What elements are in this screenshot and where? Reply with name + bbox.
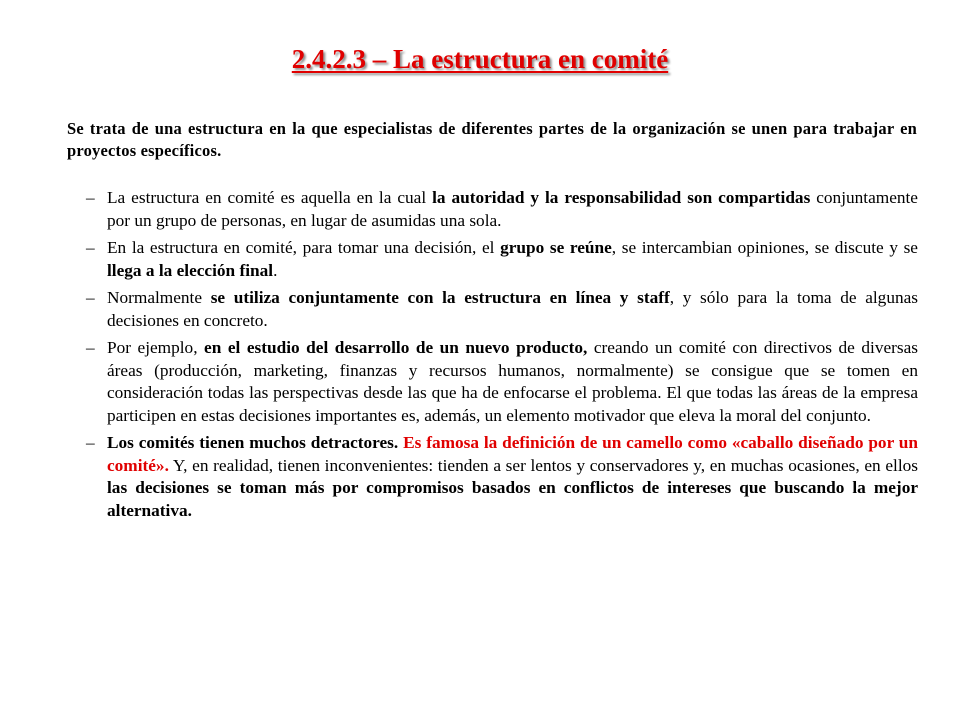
- slide-title: 2.4.2.3 – La estructura en comité: [291, 44, 669, 74]
- bullet-item-1: [86, 187, 918, 232]
- text-run: , y sólo para la toma de algunas decisiones en concreto.: [107, 288, 918, 330]
- text-run: En la estructura en comité, para tomar una decisión, el: [107, 238, 501, 257]
- text-run: Y, en realidad, tienen inconvenientes: tienden a ser lentos y conservadores y, en muchas ocasiones, en ellos: [168, 455, 918, 475]
- bullet-item-4: [86, 337, 918, 427]
- bold-run: Los comités tienen muchos detractores.: [107, 433, 399, 452]
- dash-marker: –: [86, 288, 95, 307]
- text-run: Por ejemplo,: [107, 338, 205, 357]
- intro-paragraph: Se trata de una estructura en la que especialistas de diferentes partes de la organización se unen para trabajar en proyectos específicos.: [67, 119, 917, 160]
- text-run: La estructura en comité es aquella en la cual: [107, 188, 433, 207]
- dash-marker: –: [86, 338, 95, 357]
- bullet-item-5: [86, 432, 918, 522]
- bold-run: la autoridad y la responsabilidad son compartidas: [432, 188, 811, 207]
- dash-marker: –: [86, 188, 95, 207]
- red-bold-run: Es famosa la definición de un camello como «caballo diseñado por un comité».: [107, 433, 919, 475]
- dash-marker: –: [86, 238, 95, 257]
- bullet-list: [86, 187, 918, 527]
- bullet-item-2: [86, 237, 918, 282]
- text-run: creando un comité con directivos de diversas áreas (producción, marketing, finanzas y recursos humanos, normalmente) se consigue que se tomen en consideración todas las perspectivas desde las que ha de enfocarse el problema. El que todas las áreas de la empresa participen en estas decisiones importantes es, además, un elemento motivador que eleva la moral del conjunto.: [107, 338, 919, 425]
- dash-marker: –: [86, 433, 95, 452]
- bold-run: en el estudio del desarrollo de un nuevo producto,: [204, 338, 588, 357]
- text-run: .: [273, 260, 278, 280]
- bold-run: las decisiones se toman más por compromisos basados en conflictos de intereses que buscando la mejor alternativa.: [107, 478, 918, 520]
- text-run: Normalmente: [107, 288, 211, 307]
- bold-run: se utiliza conjuntamente con la estructura en línea y staff: [210, 288, 670, 307]
- text-run: conjuntamente por un grupo de personas, en lugar de asumidas una sola.: [107, 188, 918, 230]
- bullet-item-3: [86, 287, 918, 332]
- text-run: , se intercambian opiniones, se discute y se: [611, 238, 918, 257]
- bold-run: llega a la elección final: [107, 260, 274, 280]
- bold-run: grupo se reúne: [500, 238, 612, 257]
